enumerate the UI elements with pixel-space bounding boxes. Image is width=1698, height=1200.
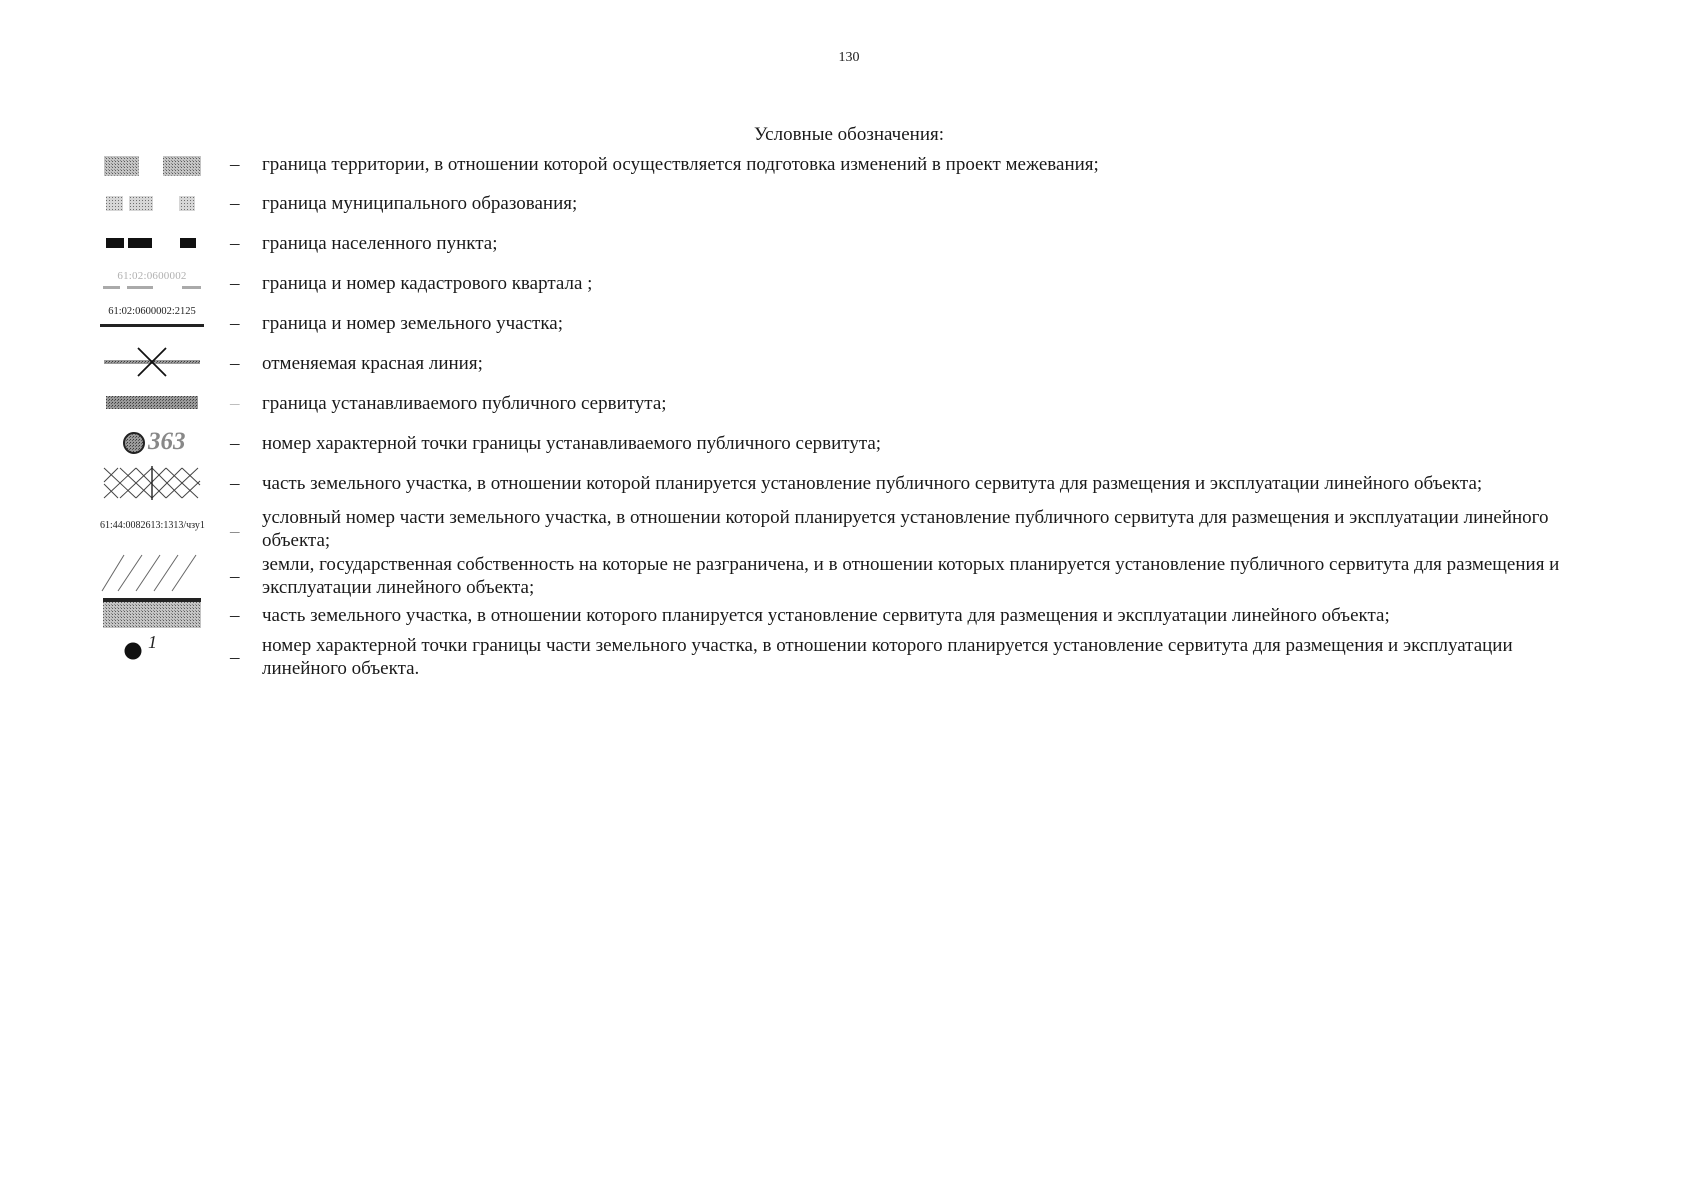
municipal-boundary-symbol [100,194,204,214]
territory-boundary-symbol [100,155,204,177]
legend-text: граница населенного пункта; [262,233,498,254]
legend-dash: – [230,353,240,374]
easement-point-symbol [100,428,204,458]
public-easement-boundary-symbol [100,393,204,413]
legend-text: часть земельного участка, в отношении которой планируется установление публичного сервитута для размещения и эксплуатации линейного объекта; [262,473,1483,494]
legend-dash: – [230,233,240,254]
cross-hatch-symbol [100,464,204,500]
settlement-boundary-symbol [100,233,204,253]
easement-point-icon [121,430,147,456]
cadastral-quarter-symbol [100,270,204,294]
legend-dash: – [230,647,240,668]
legend-dash: – [230,393,240,414]
legend-text: земли, государственная собственность на которые не разграничена, и в отношении которых планируется установление публичного сервитута для размещения и эксплуатации линейного объекта; [262,554,1560,598]
easement-fill-symbol [100,596,204,630]
land-plot-symbol [100,306,204,334]
easement-point-label: 363 [148,428,186,455]
legend-dash: – [230,521,240,542]
part-point-symbol [100,632,204,664]
cadastral-quarter-line [100,285,204,291]
legend-text: номер характерной точки границы устанавливаемого публичного сервитута; [262,433,882,454]
land-plot-label: 61:02:0600002:2125 [108,306,196,317]
conditional-number-symbol [100,520,204,536]
legend-text: граница муниципального образования; [262,193,578,214]
legend-dash: – [230,433,240,454]
page-number: 130 [838,50,860,65]
legend-title: Условные обозначения: [753,124,945,145]
diagonal-hatch-symbol [100,551,204,595]
legend-text: номер характерной точки границы части земельного участка, в отношении которого планируется установление сервитута для размещения и эксплуатации линейного объекта. [262,635,1513,679]
legend-text: условный номер части земельного участка, в отношении которой планируется установление публичного сервитута для размещения и эксплуатации линейного объекта; [262,507,1549,551]
conditional-number-label: 61:44:0082613:1313/чзу1 [100,520,205,531]
legend-text: граница и номер земельного участка; [262,313,564,334]
legend-text: граница и номер кадастрового квартала ; [262,273,593,294]
part-point-label: 1 [148,632,157,652]
legend-dash: – [230,566,240,587]
legend-dash: – [230,154,240,175]
legend-dash: – [230,193,240,214]
legend-text: граница территории, в отношении которой осуществляется подготовка изменений в проект межевания; [262,154,1099,175]
part-point-icon [122,640,144,662]
legend-text: отменяемая красная линия; [262,353,483,374]
land-plot-line [100,323,204,329]
legend-dash: – [230,473,240,494]
legend-dash: – [230,313,240,334]
cancelled-red-line-symbol [100,346,204,378]
cadastral-quarter-label: 61:02:0600002 [117,270,187,282]
legend-text: часть земельного участка, в отношении которого планируется установление сервитута для размещения и эксплуатации линейного объекта; [262,605,1390,626]
legend-dash: – [230,273,240,294]
legend-text: граница устанавливаемого публичного сервитута; [262,393,667,414]
legend-dash: – [230,605,240,626]
